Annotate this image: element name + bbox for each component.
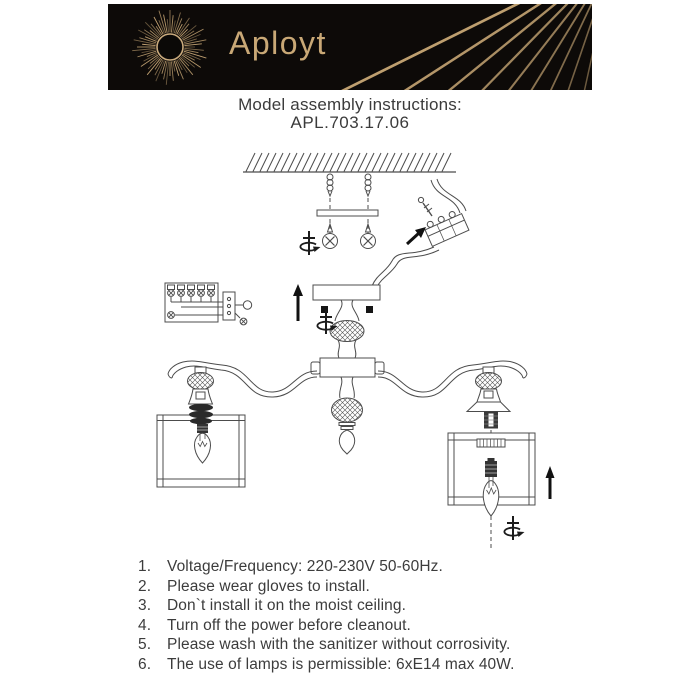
socket-left [188, 367, 214, 424]
up-arrow-right-icon [546, 466, 555, 499]
connect-arrow-icon [407, 227, 426, 244]
set-screw-right [366, 306, 373, 313]
finial [339, 430, 354, 454]
instruction-item [138, 596, 678, 616]
screw-rotation-icon [300, 231, 320, 255]
item-number: 3. [138, 597, 152, 615]
mounting-bar [317, 210, 378, 216]
arm-right [378, 361, 527, 397]
center-column [311, 285, 384, 454]
bulb-right [483, 458, 498, 548]
page-title: Model assembly instructions: [238, 95, 462, 114]
item-text: Turn off the power before cleanout. [167, 616, 411, 634]
instruction-item [138, 616, 678, 636]
item-number: 6. [138, 655, 152, 673]
item-text: Voltage/Frequency: 220-230V 50-60Hz. [167, 558, 443, 575]
rotation-icon-right [504, 516, 524, 540]
instruction-item [138, 557, 678, 577]
item-text: Don`t install it on the moist ceiling. [167, 597, 406, 615]
item-text: Please wash with the sanitizer without corrosivity. [167, 636, 511, 654]
up-arrow-icon [293, 284, 303, 321]
arm-hub [320, 358, 375, 377]
wiring-diagram [165, 283, 252, 325]
item-number: 1. [138, 558, 152, 575]
brand-name: Aployt [229, 25, 327, 61]
model-number: APL.703.17.06 [290, 113, 410, 132]
anchor-screws [327, 174, 371, 229]
item-number: 2. [138, 577, 152, 595]
item-text: The use of lamps is permissible: 6xE14 max 40W. [167, 655, 515, 673]
crystal-ball [330, 321, 364, 342]
instruction-item [138, 635, 678, 655]
instruction-item [138, 655, 678, 675]
item-text: Please wear gloves to install. [167, 577, 370, 595]
ceiling-hatch [243, 153, 456, 172]
instruction-item [138, 577, 678, 597]
terminal-block [423, 208, 469, 246]
ceiling-canopy [313, 285, 380, 300]
item-number: 4. [138, 616, 152, 634]
item-number: 5. [138, 636, 152, 654]
crystal-ball-lower [332, 398, 363, 422]
instructions-list [138, 557, 678, 675]
